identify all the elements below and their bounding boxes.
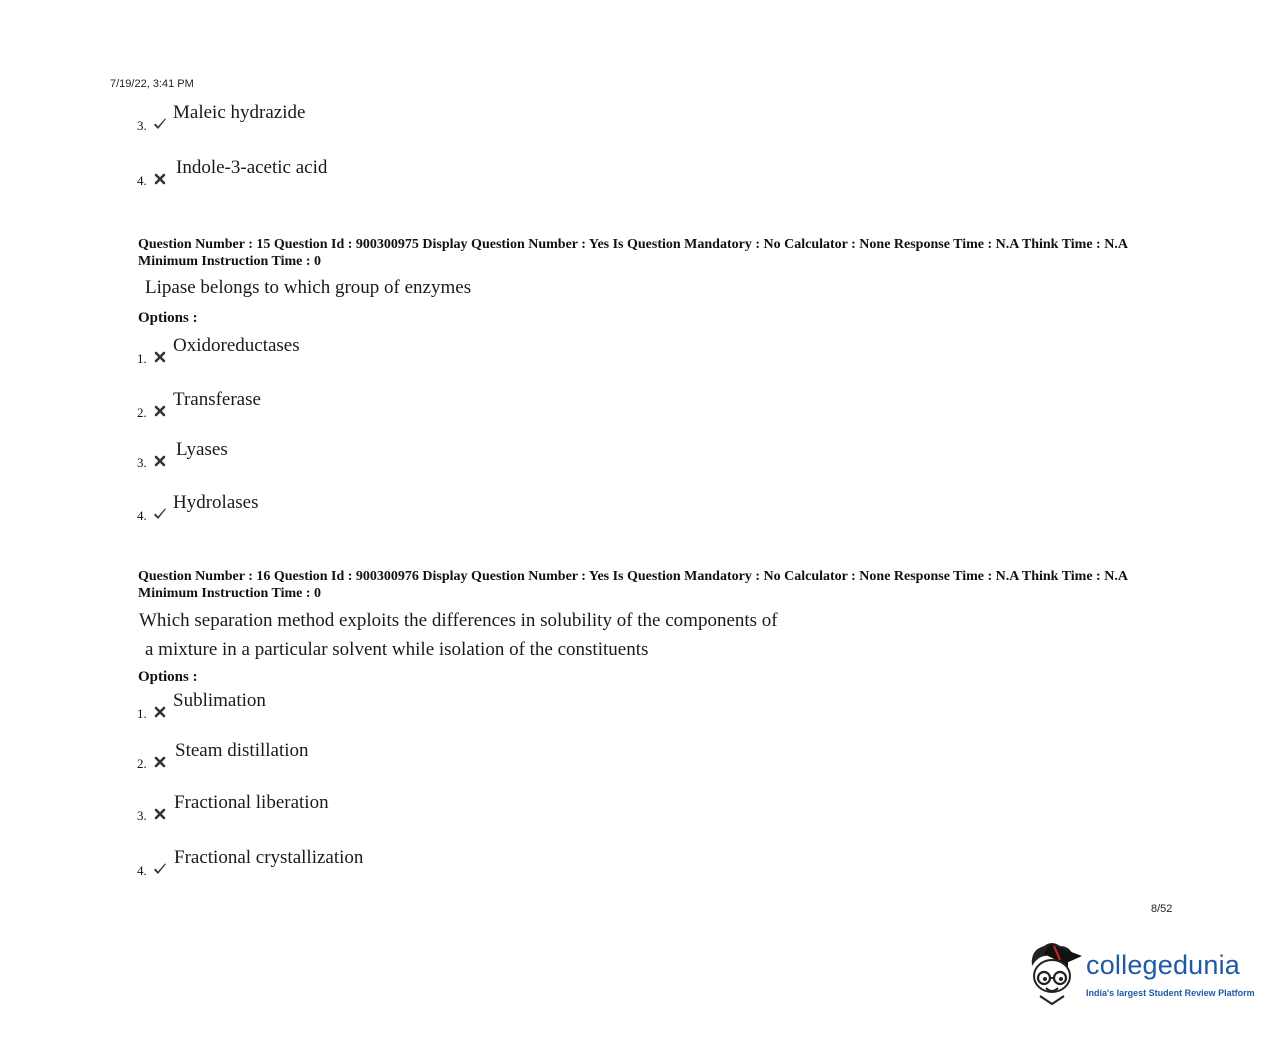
option-text: Indole-3-acetic acid xyxy=(176,157,328,178)
timestamp: 7/19/22, 3:41 PM xyxy=(110,78,194,90)
cross-icon xyxy=(153,705,167,719)
option-text: Fractional crystallization xyxy=(174,847,364,868)
options-label: Options : xyxy=(138,310,198,326)
cross-icon xyxy=(153,454,167,468)
logo-tagline: India's largest Student Review Platform xyxy=(1086,988,1255,998)
option-text: Transferase xyxy=(173,389,261,410)
page-number: 8/52 xyxy=(1151,903,1173,915)
option-number: 1. xyxy=(137,351,147,366)
cross-icon xyxy=(153,404,167,418)
logo-brand: collegedunia xyxy=(1086,950,1241,980)
option-text: Oxidoreductases xyxy=(173,335,300,356)
option-text: Sublimation xyxy=(173,690,266,711)
option-number: 3. xyxy=(137,808,147,823)
option-number: 3. xyxy=(137,118,147,133)
option-number: 4. xyxy=(137,173,147,188)
question-text-line-2: a mixture in a particular solvent while isolation of the constituents xyxy=(145,639,649,660)
question-meta: Question Number : 15 Question Id : 900300975 Display Question Number : Yes Is Question Mandatory : No Calculator : None Response Time : N.A Think Time : N.A Minimum Instruction Time : 0 xyxy=(138,237,1128,269)
option-text: Maleic hydrazide xyxy=(173,102,306,123)
cross-icon xyxy=(153,172,167,186)
options-label: Options : xyxy=(138,669,198,685)
option-number: 4. xyxy=(137,863,147,878)
option-number: 3. xyxy=(137,455,147,470)
option-number: 2. xyxy=(137,756,147,771)
option-number: 1. xyxy=(137,706,147,721)
question-meta: Question Number : 16 Question Id : 900300976 Display Question Number : Yes Is Question Mandatory : No Calculator : None Response Time : N.A Think Time : N.A Minimum Instruction Time : 0 xyxy=(138,569,1128,601)
question-text: Lipase belongs to which group of enzymes xyxy=(145,277,472,298)
mascot-graduate-icon xyxy=(1024,938,1084,1010)
cross-icon xyxy=(153,350,167,364)
check-icon xyxy=(153,862,167,876)
question-text-line-1: Which separation method exploits the differences in solubility of the components of xyxy=(139,610,778,631)
option-number: 4. xyxy=(137,508,147,523)
cross-icon xyxy=(153,755,167,769)
option-number: 2. xyxy=(137,405,147,420)
option-text: Lyases xyxy=(176,439,228,460)
option-text: Hydrolases xyxy=(173,492,259,513)
option-text: Fractional liberation xyxy=(174,792,329,813)
check-icon xyxy=(153,507,167,521)
option-text: Steam distillation xyxy=(175,740,309,761)
cross-icon xyxy=(153,807,167,821)
check-icon xyxy=(153,117,167,131)
collegedunia-logo xyxy=(1024,938,1264,1010)
